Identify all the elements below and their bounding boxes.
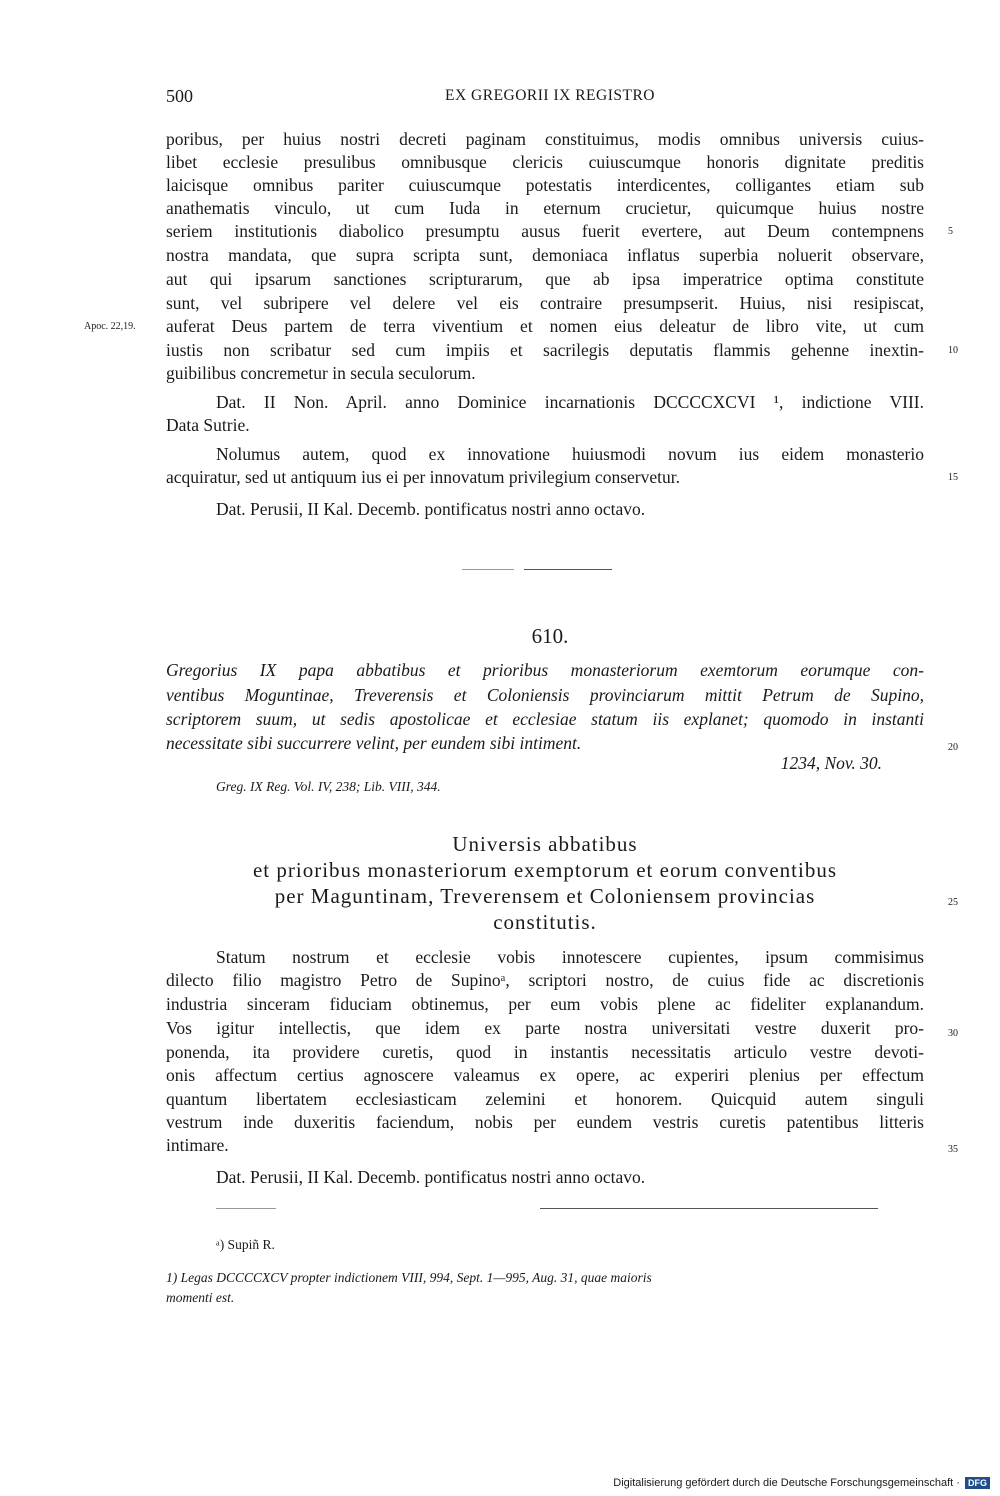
line-number: 35 (948, 1144, 958, 1155)
dfg-logo: DFG (965, 1477, 990, 1489)
footnote-divider (540, 1208, 878, 1209)
line-number: 20 (948, 742, 958, 753)
running-title: EX GREGORII IX REGISTRO (445, 87, 655, 104)
text-line: industria sinceram fiduciam obtinemus, per eum vobis plene ac fideliter explanandum. (166, 994, 924, 1014)
line-number: 25 (948, 897, 958, 908)
text-line: acquiratur, sed ut antiquum ius ei per innovatum privilegium conservetur. (166, 467, 680, 487)
text-line: iustis non scribatur sed cum impiis et sacrilegis deputatis flammis gehenne inextin- (166, 340, 924, 360)
text-line: auferat Deus partem de terra viventium et nomen eius deleatur de libro vite, ut cum (166, 316, 924, 336)
text-line: poribus, per huius nostri decreti paginam constituimus, modis omnibus universis cuius- (166, 129, 924, 149)
footnote-a: ᵃ) Supiñ R. (216, 1237, 275, 1252)
line-number: 10 (948, 345, 958, 356)
address-line: per Maguntinam, Treverensem et Coloniensem provincias (274, 884, 816, 908)
text-line: seriem institutionis diabolico presumptu ausus fuerit evertere, aut Deum contempnens (166, 221, 924, 241)
address-line: constitutis. (493, 910, 597, 934)
text-line: aut qui ipsarum sanctiones scripturarum, que ab ipsa imperatrice optima constitute (166, 269, 924, 289)
text-line: vestrum inde duxeritis faciendum, nobis per eundem vestris curetis patentibus litteris (166, 1112, 924, 1132)
text-line: guibilibus concremetur in secula seculorum. (166, 363, 476, 383)
summary-line (166, 659, 924, 681)
footer-credit-text: Digitalisierung gefördert durch die Deutsche Forschungsgemeinschaft · (613, 1477, 960, 1489)
address-line: Universis abbatibus (452, 832, 638, 856)
address-line: et prioribus monasteriorum exemptorum et eorum conventibus (252, 858, 838, 882)
text-line: laicisque omnibus pariter cuiuscumque potestatis interdicentes, colligantes etiam sub (166, 175, 924, 195)
dating-line: Dat. II Non. April. anno Dominice incarnationis DCCCCXCVI ¹, indictione VIII. (216, 392, 924, 412)
dating-line: Data Sutrie. (166, 415, 250, 435)
text-line: intimare. (166, 1135, 229, 1155)
line-number: 5 (948, 226, 953, 237)
summary-line: scriptorem suum, ut sedis apostolicae et ecclesiae statum iis explanet; quomodo in instanti (166, 709, 924, 729)
summary-line: ventibus Moguntinae, Treverensis et Coloniensis provinciarum mittit Petrum de Supino, (166, 685, 924, 705)
document-number: 610. (531, 624, 569, 648)
text-line: onis affectum certius agnoscere valeamus ex opere, ac experiri plenius per effectum (166, 1065, 924, 1085)
section-divider (462, 569, 514, 570)
summary-line: necessitate sibi succurrere velint, per eundem sibi intiment. (166, 733, 582, 753)
document-source: Greg. IX Reg. Vol. IV, 238; Lib. VIII, 344. (216, 779, 441, 794)
text-line: dilecto filio magistro Petro de Supinoᵃ, scriptori nostro, de cuius fide ac discretionis (166, 970, 924, 990)
summary-first-line: Gregorius IX papa abbatibus et prioribus monasteriorum exemtorum eorumque con- (166, 660, 924, 680)
page-number: 500 (166, 86, 193, 106)
document-date: 1234, Nov. 30. (780, 753, 882, 773)
text-line: sunt, vel subripere vel delere vel eis contraire presumpserit. Huius, nisi resipiscat, (166, 293, 924, 313)
text-line: nostra mandata, que supra scripta sunt, demoniaca inflatus superbia noluerit observare, (166, 245, 924, 265)
line-number: 30 (948, 1028, 958, 1039)
text-line: libet ecclesie presulibus omnibusque clericis cuiuscumque honoris dignitate preditis (166, 152, 924, 172)
text-line: anathematis vinculo, ut cum Iuda in eternum crucietur, quicumque huius nostre (166, 198, 924, 218)
text-line: ponenda, ita providere curetis, quod in instantis necessitatis articulo vestre devoti- (166, 1042, 924, 1062)
text-line: Statum nostrum et ecclesie vobis innotescere cupientes, ipsum commisimus (216, 947, 924, 967)
footnote-1: 1) Legas DCCCCXCV propter indictionem VIII, 994, Sept. 1—995, Aug. 31, quae maioris (166, 1270, 652, 1285)
dating-line: Dat. Perusii, II Kal. Decemb. pontificatus nostri anno octavo. (216, 1167, 646, 1187)
footnote-1-continued: momenti est. (166, 1290, 235, 1305)
footer-credit (560, 1477, 990, 1489)
text-line: Nolumus autem, quod ex innovatione huiusmodi novum ius eidem monasterio (216, 444, 924, 464)
dating-line: Dat. Perusii, II Kal. Decemb. pontificatus nostri anno octavo. (216, 499, 646, 519)
line-number: 15 (948, 472, 958, 483)
text-line: quantum libertatem ecclesiasticam zelemini et honorem. Quicquid autem singuli (166, 1089, 924, 1109)
margin-reference: Apoc. 22,19. (84, 321, 136, 332)
footnote-divider (216, 1208, 276, 1209)
text-line: Vos igitur intellectis, que idem ex parte nostra universitati vestre duxerit pro- (166, 1018, 924, 1038)
section-divider (524, 569, 612, 570)
